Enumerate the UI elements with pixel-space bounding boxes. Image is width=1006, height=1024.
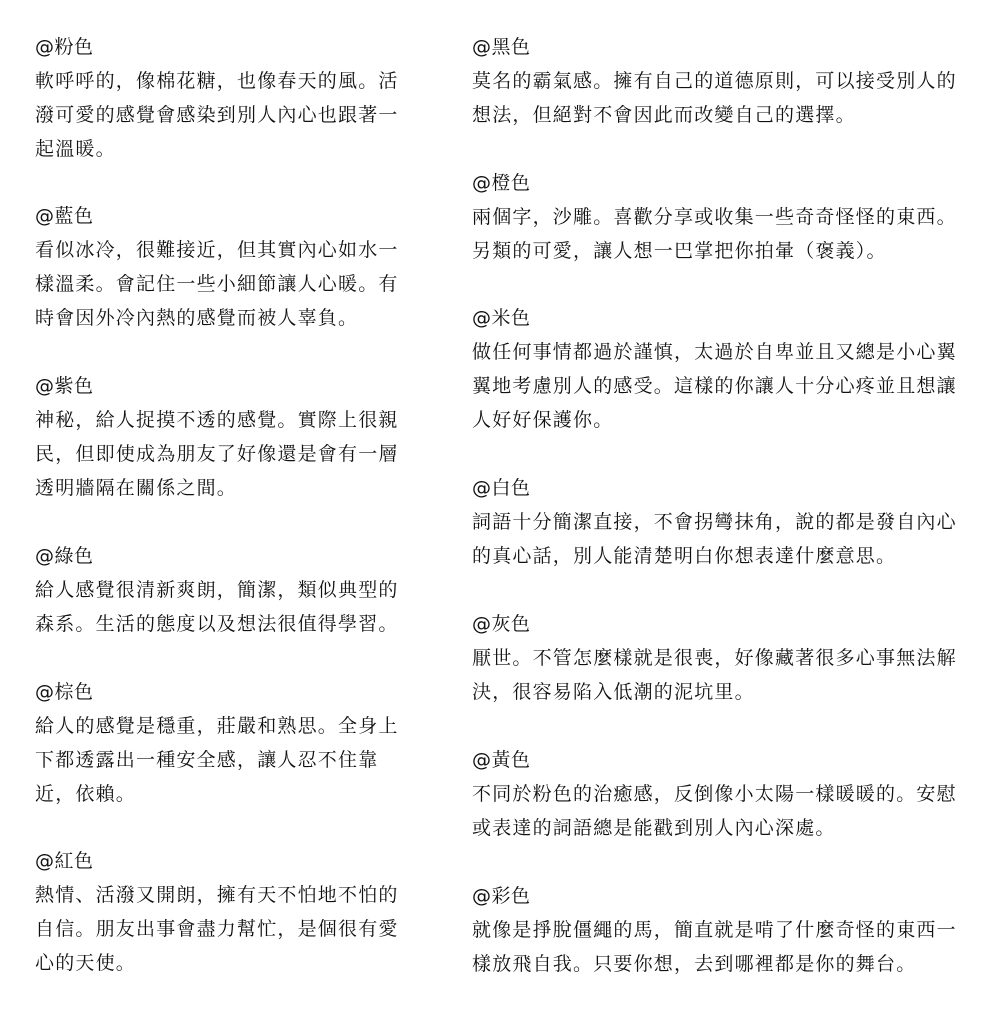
entry-line: 另類的可愛，讓人想一巴掌把你拍暈（褒義）。	[472, 240, 887, 262]
entry-line: 起溫暖。	[35, 138, 116, 160]
entry-line: 看似冰冷，很難接近，但其實內心如水一	[35, 239, 399, 261]
entry-title: @紫色	[35, 375, 94, 397]
entry-title: @藍色	[35, 205, 94, 227]
entry-line: 莫名的霸氣感。擁有自己的道德原則，可以接受別人的	[472, 70, 957, 92]
entry-pink	[35, 30, 425, 166]
entry-black	[472, 30, 982, 132]
entry-line: 厭世。不管怎麼樣就是很喪，好像藏著很多心事無法解	[472, 647, 957, 669]
entry-rainbow	[472, 879, 982, 981]
entry-line: 下都透露出一種安全感，讓人忍不住靠	[35, 749, 379, 771]
entry-line: 詞語十分簡潔直接，不會拐彎抹角，說的都是發自內心	[472, 511, 957, 533]
entry-line: 想法，但絕對不會因此而改變自己的選擇。	[472, 104, 856, 126]
entry-line: 心的天使。	[35, 952, 137, 974]
entry-blue	[35, 199, 425, 335]
entry-line: 人好好保護你。	[472, 409, 614, 431]
entry-line: 軟呼呼的，像棉花糖，也像春天的風。活	[35, 70, 399, 92]
entry-line: 自信。朋友出事會盡力幫忙，是個很有愛	[35, 918, 399, 940]
entry-line: 兩個字，沙雕。喜歡分享或收集一些奇奇怪怪的東西。	[472, 206, 957, 228]
entry-title: @黃色	[472, 749, 531, 771]
entry-yellow	[472, 743, 982, 845]
entry-beige	[472, 301, 982, 437]
entry-line: 就像是掙脫僵繩的馬，簡直就是啃了什麼奇怪的東西一	[472, 919, 957, 941]
entry-line: 樣溫柔。會記住一些小細節讓人心暖。有	[35, 273, 399, 295]
entry-line: 或表達的詞語總是能戳到別人內心深處。	[472, 817, 836, 839]
entry-title: @棕色	[35, 681, 94, 703]
entry-title: @綠色	[35, 545, 94, 567]
entry-title: @黑色	[472, 36, 531, 58]
entry-line: 做任何事情都過於謹慎，太過於自卑並且又總是小心翼	[472, 341, 957, 363]
entry-line: 不同於粉色的治癒感，反倒像小太陽一樣暖暖的。安慰	[472, 783, 957, 805]
entry-red	[35, 844, 425, 980]
entry-white	[472, 471, 982, 573]
entry-purple	[35, 369, 425, 505]
entry-line: 翼地考慮別人的感受。這樣的你讓人十分心疼並且想讓	[472, 375, 957, 397]
entry-line: 時會因外冷內熱的感覺而被人辜負。	[35, 307, 359, 329]
entry-title: @粉色	[35, 36, 94, 58]
entry-title: @白色	[472, 477, 531, 499]
entry-title: @橙色	[472, 172, 531, 194]
entry-line: 神秘，給人捉摸不透的感覺。實際上很親	[35, 409, 399, 431]
entry-line: 的真心話，別人能清楚明白你想表達什麼意思。	[472, 545, 897, 567]
entry-grey	[472, 607, 982, 709]
entry-line: 熱情、活潑又開朗，擁有天不怕地不怕的	[35, 884, 399, 906]
entry-title: @紅色	[35, 850, 94, 872]
entry-line: 給人的感覺是穩重，莊嚴和熟思。全身上	[35, 715, 399, 737]
entry-line: 民，但即使成為朋友了好像還是會有一層	[35, 443, 399, 465]
entry-line: 森系。生活的態度以及想法很值得學習。	[35, 613, 399, 635]
entry-title: @灰色	[472, 613, 531, 635]
entry-line: 潑可愛的感覺會感染到別人內心也跟著一	[35, 104, 399, 126]
entry-brown	[35, 675, 425, 811]
entry-line: 樣放飛自我。只要你想，去到哪裡都是你的舞台。	[472, 953, 917, 975]
entry-line: 近，依賴。	[35, 783, 137, 805]
entry-orange	[472, 166, 982, 268]
entry-line: 給人感覺很清新爽朗，簡潔，類似典型的	[35, 579, 399, 601]
entry-title: @米色	[472, 307, 531, 329]
entry-title: @彩色	[472, 885, 531, 907]
entry-line: 透明牆隔在關係之間。	[35, 477, 238, 499]
entry-line: 決，很容易陷入低潮的泥坑里。	[472, 681, 755, 703]
entry-green	[35, 539, 425, 641]
